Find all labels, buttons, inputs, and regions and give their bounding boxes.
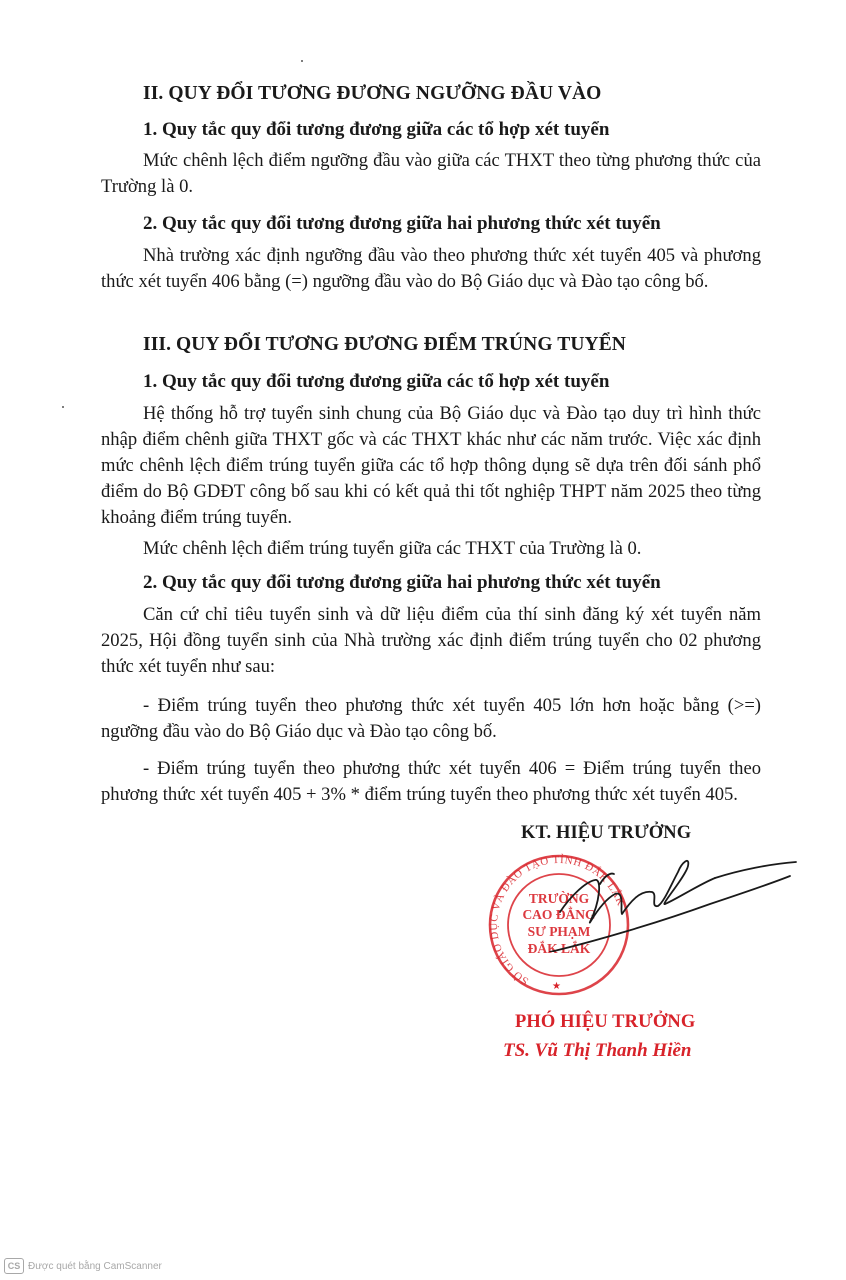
section-3-rule-1-paragraph-2 xyxy=(101,536,761,562)
seal-line-4: ĐẮK LẮK xyxy=(527,941,591,956)
signature-on-behalf: KT. HIỆU TRƯỞNG xyxy=(521,823,692,843)
scan-speck xyxy=(301,60,303,62)
section-3-rule-1-paragraph-1 xyxy=(101,401,761,531)
paragraph-text: - Điểm trúng tuyển theo phương thức xét tuyển 406 = Điểm trúng tuyển theo phương thức xét tuyển 405 + 3% * điểm trúng tuyển theo phương thức xét tuyển 405. xyxy=(101,758,761,805)
seal-star-icon: ★ xyxy=(552,981,561,992)
scan-speck xyxy=(62,406,64,408)
paragraph-text: Mức chênh lệch điểm ngưỡng đầu vào giữa các THXT theo từng phương thức của Trường là 0. xyxy=(101,150,761,197)
seal-line-2: CAO ĐẲNG xyxy=(522,907,596,922)
seal-line-1: TRƯỜNG xyxy=(528,891,590,906)
section-3-rule-1-title: 1. Quy tắc quy đổi tương đương giữa các tổ hợp xét tuyển xyxy=(143,371,610,392)
camscanner-text: Được quét bằng CamScanner xyxy=(28,1260,162,1272)
section-2-rule-2-title: 2. Quy tắc quy đổi tương đương giữa hai phương thức xét tuyển xyxy=(143,213,661,234)
seal-ring-textpath: SỞ GIÁO DỤC VÀ ĐÀO TẠO TỈNH ĐẮK LẮK xyxy=(487,853,627,988)
seal-line-3: SƯ PHẠM xyxy=(527,924,591,939)
paragraph-text: Hệ thống hỗ trợ tuyển sinh chung của Bộ Giáo dục và Đào tạo duy trì hình thức nhập điểm chênh giữa THXT gốc và các THXT khác như các năm trước. Việc xác định mức chênh lệch điểm trúng tuyển giữa các tổ hợp thông dụng sẽ dựa trên đối sánh phổ điểm do Bộ GDĐT công bố sau khi có kết quả thi tốt nghiệp THPT năm 2025 theo từng khoảng điểm trúng tuyển. xyxy=(101,403,761,528)
section-2-title: II. QUY ĐỔI TƯƠNG ĐƯƠNG NGƯỠNG ĐẦU VÀO xyxy=(143,83,602,104)
section-2-rule-1-title: 1. Quy tắc quy đổi tương đương giữa các tổ hợp xét tuyển xyxy=(143,119,610,140)
camscanner-watermark xyxy=(4,1258,162,1274)
section-2-rule-1-paragraph xyxy=(101,148,761,200)
signatory-name: TS. Vũ Thị Thanh Hiền xyxy=(503,1040,692,1061)
section-3-rule-2-paragraph-1 xyxy=(101,602,761,680)
section-3-rule-2-title: 2. Quy tắc quy đổi tương đương giữa hai phương thức xét tuyển xyxy=(143,572,661,593)
signature-position: PHÓ HIỆU TRƯỞNG xyxy=(515,1012,696,1032)
section-3-rule-2-paragraph-2 xyxy=(101,693,761,745)
paragraph-text: - Điểm trúng tuyển theo phương thức xét tuyển 405 lớn hơn hoặc bằng (>=) ngưỡng đầu vào do Bộ Giáo dục và Đào tạo công bố. xyxy=(101,695,761,742)
section-3-rule-2-paragraph-3 xyxy=(101,756,761,808)
section-2-rule-2-paragraph xyxy=(101,243,761,295)
paragraph-text: Nhà trường xác định ngưỡng đầu vào theo phương thức xét tuyển 405 và phương thức xét tuyển 406 bằng (=) ngưỡng đầu vào do Bộ Giáo dục và Đào tạo công bố. xyxy=(101,245,761,292)
paragraph-text: Căn cứ chỉ tiêu tuyển sinh và dữ liệu điểm của thí sinh đăng ký xét tuyển năm 2025, Hội đồng tuyển sinh của Nhà trường xác định điểm trúng tuyển cho 02 phương thức xét tuyển như sau: xyxy=(101,604,761,677)
paragraph-text: Mức chênh lệch điểm trúng tuyển giữa các THXT của Trường là 0. xyxy=(143,538,642,559)
section-3-title: III. QUY ĐỔI TƯƠNG ĐƯƠNG ĐIỂM TRÚNG TUYỂN xyxy=(143,334,626,355)
handwritten-signature-icon xyxy=(540,842,802,952)
camscanner-logo-icon: CS xyxy=(4,1258,24,1274)
